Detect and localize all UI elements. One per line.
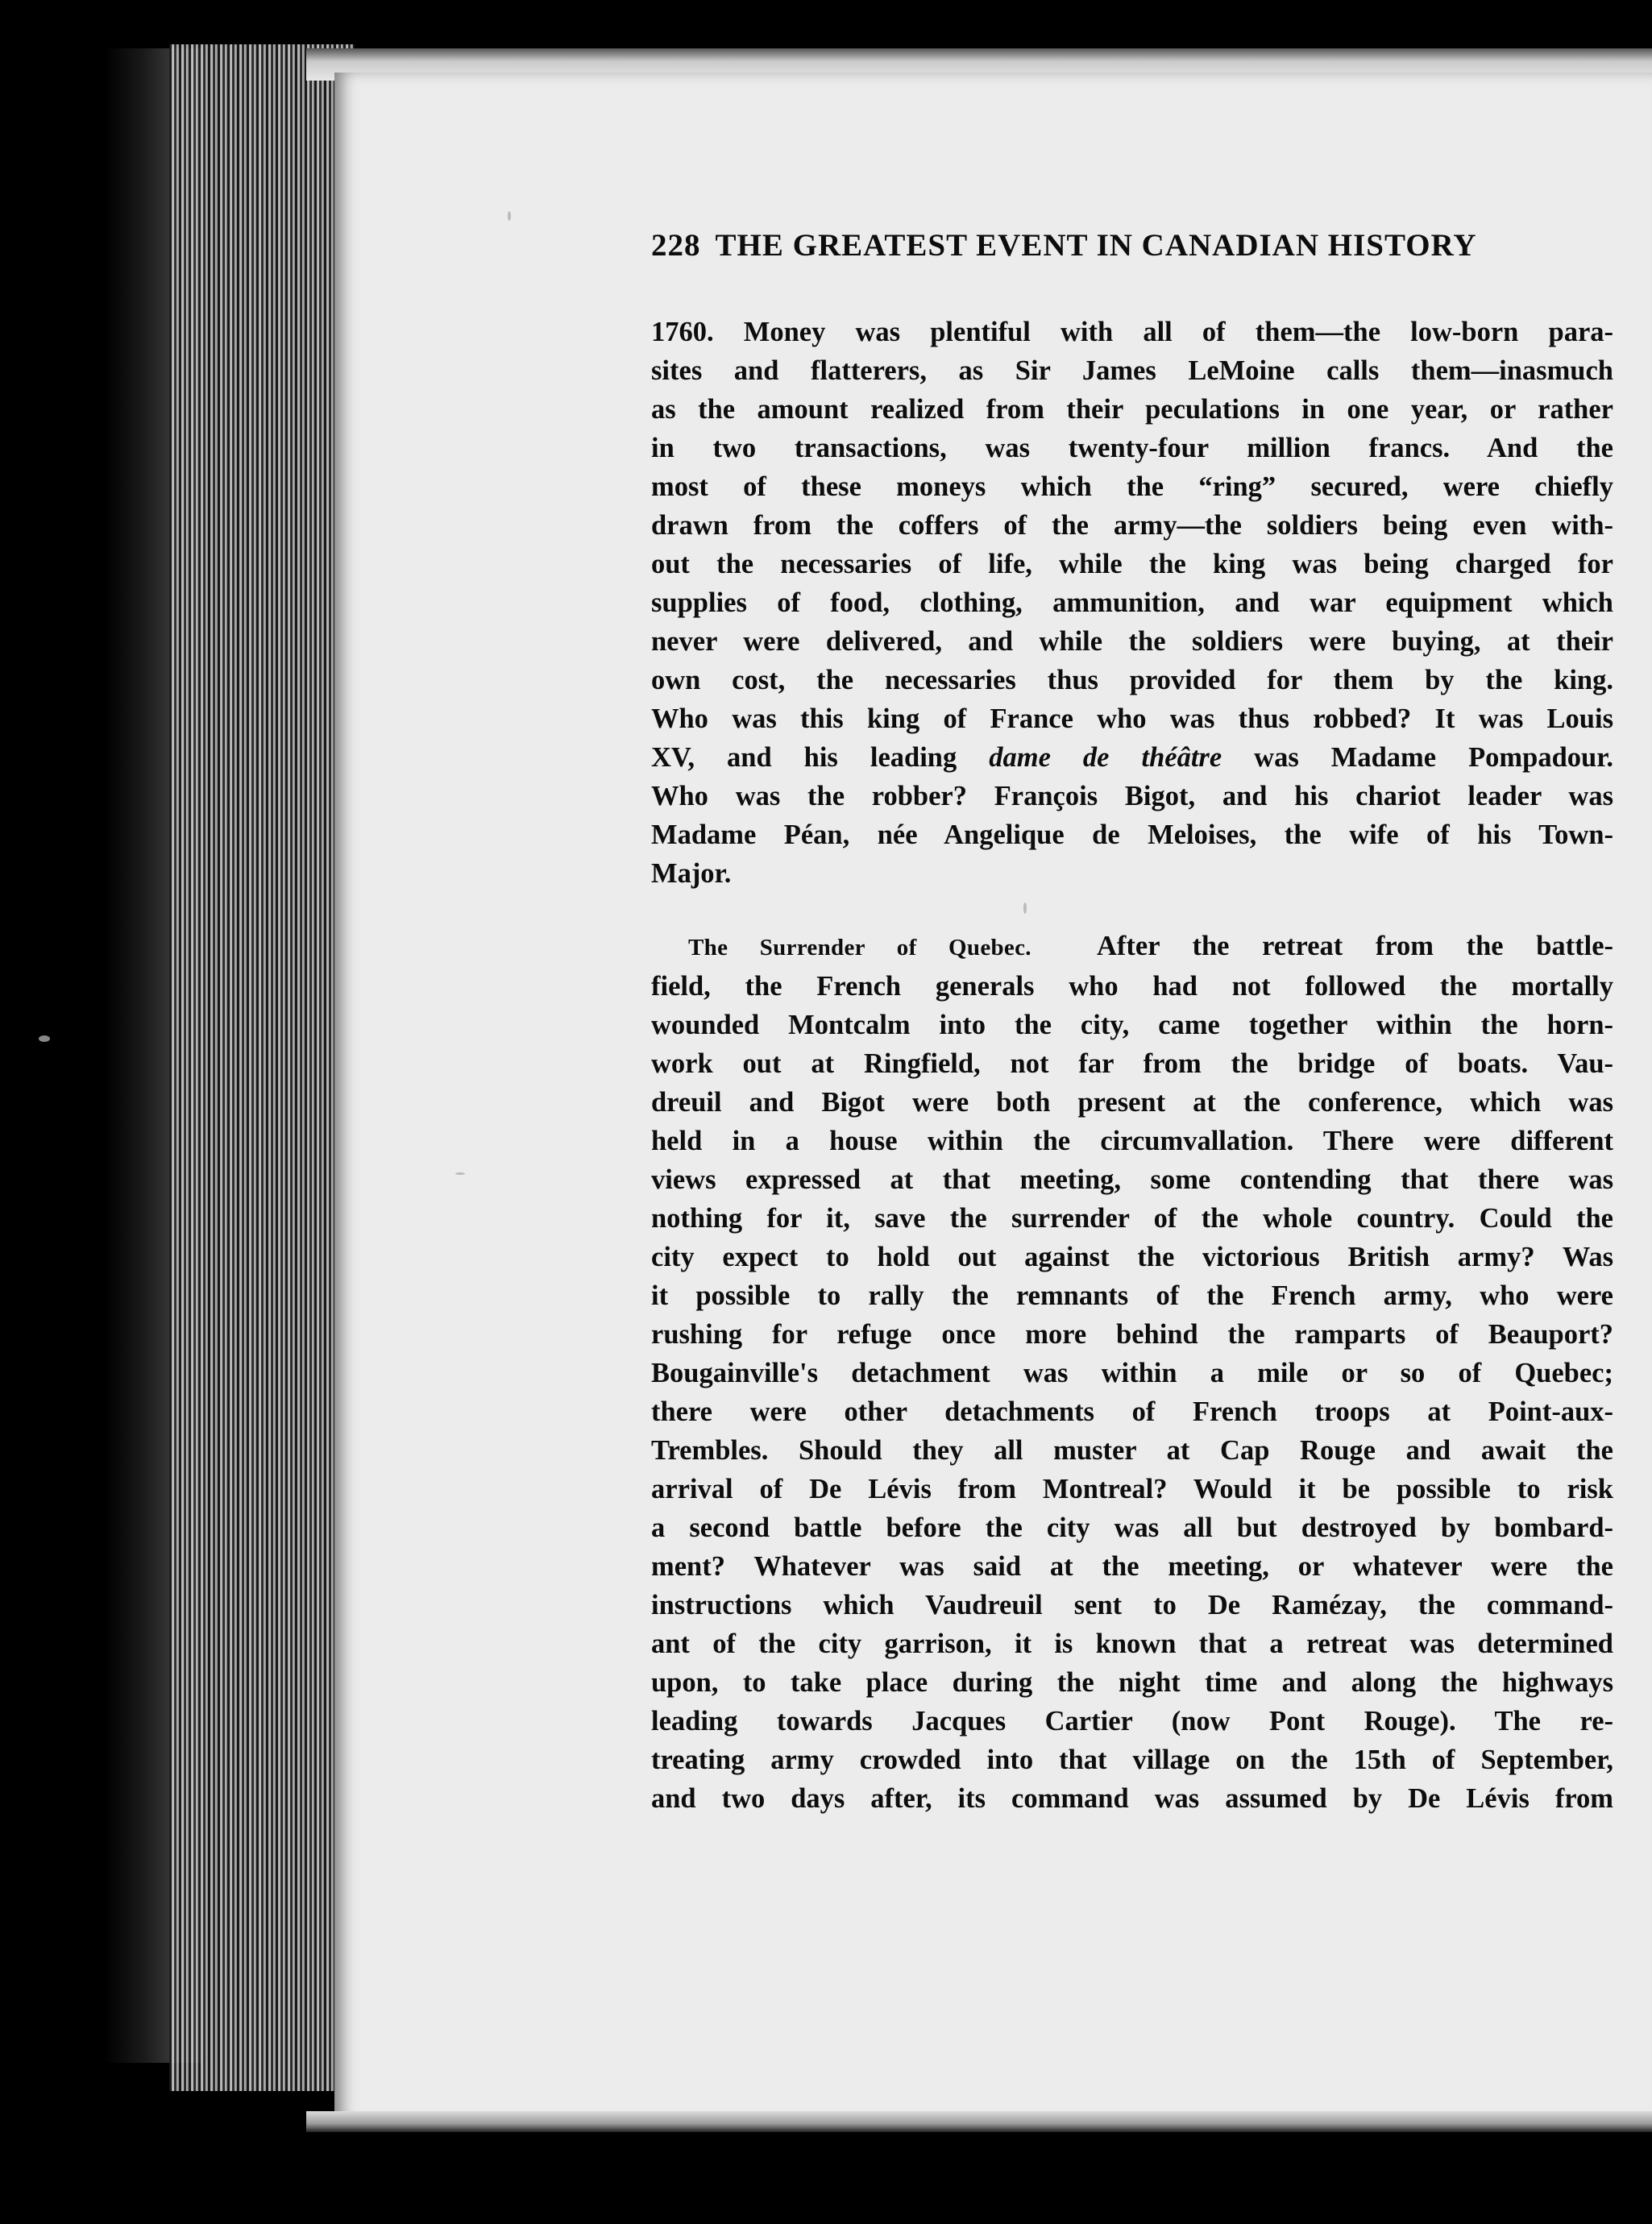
paragraph — [651, 313, 1613, 893]
text-line-mixed — [651, 738, 1613, 777]
text-line: most of these moneys which the “ring” secured, were chiefly — [651, 471, 1613, 502]
text-line: Major. — [651, 858, 732, 889]
text-line: a second battle before the city was all but destroyed by bombard- — [651, 1512, 1613, 1543]
text-line: drawn from the coffers of the army—the soldiers being even with- — [651, 510, 1613, 541]
text-line: Trembles. Should they all muster at Cap Rouge and await the — [651, 1435, 1613, 1466]
page-number: 228 — [651, 228, 701, 263]
page-bottom-edge — [306, 2111, 1652, 2132]
text-line: own cost, the necessaries thus provided for them by the king. — [651, 665, 1613, 695]
text-line: upon, to take place during the night time and along the highways — [651, 1667, 1613, 1698]
text-line: supplies of food, clothing, ammunition, and war equipment which — [651, 587, 1613, 618]
text-fragment: After the retreat from the battle- — [1097, 931, 1614, 961]
text-line: 1760. Money was plentiful with all of them—the low-born para- — [651, 317, 1613, 347]
text-line: in two transactions, was twenty-four million francs. And the — [651, 433, 1613, 463]
text-line: dreuil and Bigot were both present at the conference, which was — [651, 1087, 1613, 1118]
paragraph — [651, 927, 1613, 1818]
text-line: and two days after, its command was assumed by De Lévis from — [651, 1783, 1613, 1814]
text-line: views expressed at that meeting, some contending that there was — [651, 1164, 1613, 1195]
text-line: ant of the city garrison, it is known that a retreat was determined — [651, 1629, 1613, 1659]
text-line-sidehead — [651, 927, 1613, 967]
text-fragment: was Madame Pompadour. — [1254, 742, 1613, 773]
text-line: field, the French generals who had not followed the mortally — [651, 971, 1613, 1002]
text-line: there were other detachments of French troops at Point-aux- — [651, 1396, 1613, 1427]
text-line: sites and flatterers, as Sir James LeMoine calls them—inasmuch — [651, 355, 1613, 386]
running-head-title: THE GREATEST EVENT IN CANADIAN HISTORY — [715, 228, 1477, 263]
text-line: as the amount realized from their peculations in one year, or rather — [651, 394, 1613, 425]
text-line: Madame Péan, née Angelique de Meloises, the wife of his Town- — [651, 819, 1613, 850]
text-line: work out at Ringfield, not far from the bridge of boats. Vau- — [651, 1048, 1613, 1079]
text-line: arrival of De Lévis from Montreal? Would it be possible to risk — [651, 1474, 1613, 1504]
italic-phrase: dame de théâtre — [989, 742, 1222, 773]
text-line: out the necessaries of life, while the king was being charged for — [651, 549, 1613, 579]
scan-speck — [455, 1172, 465, 1175]
scan-speck — [508, 211, 511, 221]
text-line: Who was this king of France who was thus robbed? It was Louis — [651, 703, 1613, 734]
text-line: it possible to rally the remnants of the French army, who were — [651, 1280, 1613, 1311]
text-line: instructions which Vaudreuil sent to De Ramézay, the command- — [651, 1590, 1613, 1620]
text-line: wounded Montcalm into the city, came together within the horn- — [651, 1010, 1613, 1040]
text-fragment: XV, and his leading — [651, 742, 957, 773]
running-head — [651, 227, 1613, 263]
text-line: held in a house within the circumvallation. There were different — [651, 1126, 1613, 1156]
text-line: city expect to hold out against the victorious British army? Was — [651, 1242, 1613, 1272]
text-line: treating army crowded into that village on the 15th of September, — [651, 1745, 1613, 1775]
scan-speck — [39, 1035, 50, 1042]
text-line: Bougainville's detachment was within a mile or so of Quebec; — [651, 1358, 1613, 1388]
text-line: leading towards Jacques Cartier (now Pont Rouge). The re- — [651, 1706, 1613, 1736]
stacked-page-edges — [169, 44, 355, 2091]
text-line: ment? Whatever was said at the meeting, or whatever were the — [651, 1551, 1613, 1582]
text-line: Who was the robber? François Bigot, and his chariot leader was — [651, 781, 1613, 811]
section-sidehead: The Surrender of Quebec. — [688, 935, 1031, 961]
text-line: nothing for it, save the surrender of the whole country. Could the — [651, 1203, 1613, 1234]
scan-speck — [1023, 902, 1027, 914]
text-line: never were delivered, and while the soldiers were buying, at their — [651, 626, 1613, 657]
text-line: rushing for refuge once more behind the ramparts of Beauport? — [651, 1319, 1613, 1350]
